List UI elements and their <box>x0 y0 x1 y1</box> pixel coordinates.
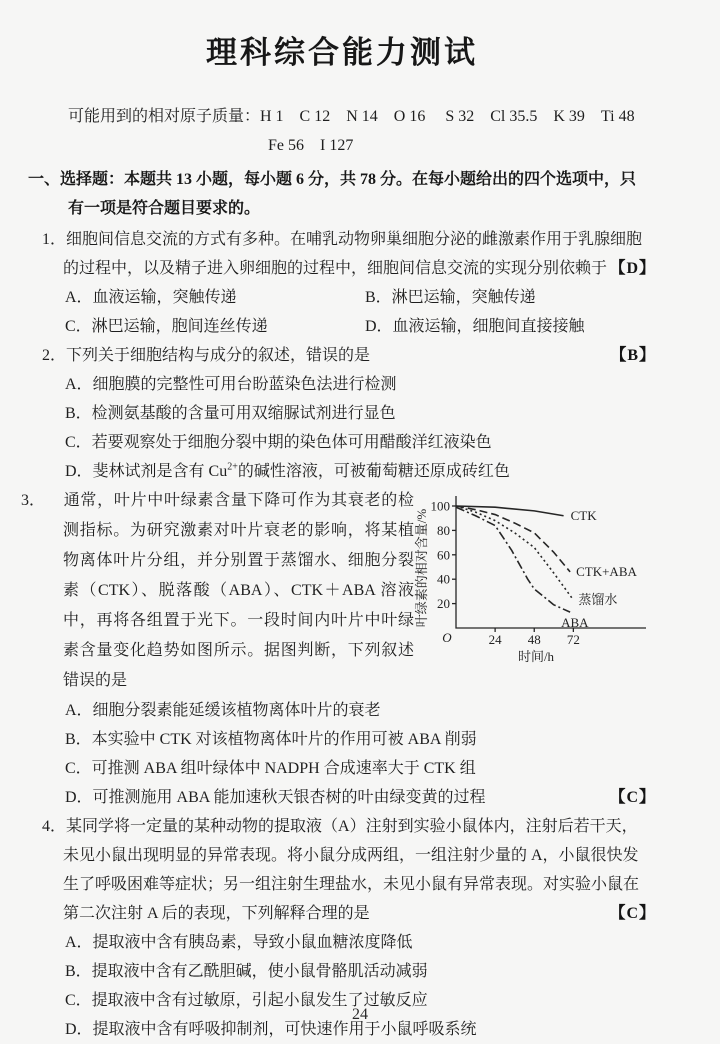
q1-stem-line1: 1．细胞间信息交流的方式有多种。在哺乳动物卵巢细胞分泌的雌激素作用于乳腺细胞 <box>42 225 656 254</box>
q3-stem: 3． 通常，叶片中叶绿素含量下降可作为其衰老的检测指标。为研究激素对叶片衰老的影响，将某植物离体叶片分组，并分别置于蒸馏水、细胞分裂素（CTK）、脱落酸（ABA）、CTK＋ABA 溶液中，再将各组置于光下。一段时间内叶片中叶绿素含量变化趋势如图所示。据图判断，下列叙述错误的是 <box>28 486 414 696</box>
atomic-masses-line2: Fe 56 I 127 <box>268 137 354 154</box>
atomic-masses-block <box>28 102 656 160</box>
q1-stem-line2: 的过程中，以及精子进入卵细胞的过程中，细胞间信息交流的实现分别依赖于 【D】 <box>63 254 656 283</box>
question-2 <box>28 341 656 486</box>
svg-text:CTK+ABA: CTK+ABA <box>576 563 637 579</box>
q1-options <box>65 283 656 341</box>
svg-text:72: 72 <box>566 632 580 647</box>
chlorophyll-chart-svg <box>414 488 682 668</box>
page-title: 理科综合能力测试 <box>206 35 478 70</box>
q3-option-d: D．可推测施用 ABA 能加速秋天银杏树的叶由绿变黄的过程 <box>65 789 486 806</box>
q4-stem-line1: 4．某同学将一定量的某种动物的提取液（A）注射到实验小鼠体内，注射后若干天， <box>42 812 656 841</box>
q4-answer-marker: 【C】 <box>609 905 656 922</box>
q2-option-a: A．细胞膜的完整性可用台盼蓝染色法进行检测 <box>65 376 397 393</box>
atomic-masses-line1: 可能用到的相对原子质量：H 1 C 12 N 14 O 16 S 32 Cl 35.5 K 39 Ti 48 <box>68 108 635 125</box>
q2-option-c: C．若要观察处于细胞分裂中期的染色体可用醋酸洋红液染色 <box>65 434 492 451</box>
q4-option-a: A．提取液中含有胰岛素，导致小鼠血糖浓度降低 <box>65 934 413 951</box>
q3-option-c: C．可推测 ABA 组叶绿体中 NADPH 合成速率大于 CTK 组 <box>65 760 476 777</box>
svg-text:24: 24 <box>488 632 502 647</box>
svg-text:ABA: ABA <box>561 615 589 631</box>
chlorophyll-chart <box>414 488 682 668</box>
question-1 <box>28 225 656 341</box>
q3-option-b: B．本实验中 CTK 对该植物离体叶片的作用可被 ABA 削弱 <box>65 731 477 748</box>
q1-option-a: A．血液运输，突触传递 <box>65 289 237 306</box>
svg-text:100: 100 <box>430 498 450 514</box>
section-header-line1: 一、选择题：本题共 13 小题，每小题 6 分，共 78 分。在每小题给出的四个选项中，只 <box>28 171 637 188</box>
q4-stem-line2: 未见小鼠出现明显的异常表现。将小鼠分成两组，一组注射少量的 A，小鼠很快发 <box>63 847 639 864</box>
question-3 <box>21 486 656 812</box>
q1-answer-marker: 【D】 <box>609 260 656 277</box>
q1-option-b: B．淋巴运输，突触传递 <box>365 289 536 306</box>
q4-stem-line3: 生了呼吸困难等症状；另一组注射生理盐水，未见小鼠有异常表现。对实验小鼠在 <box>63 876 640 893</box>
q1-option-d: D．血液运输，细胞间直接接触 <box>365 318 585 335</box>
section-header-line2: 有一项是符合题目要求的。 <box>68 200 261 217</box>
q1-option-c: C．淋巴运输，胞间连丝传递 <box>65 318 268 335</box>
svg-text:时间/h: 时间/h <box>517 649 555 664</box>
q2-number: 2． <box>42 347 67 364</box>
q4-number: 4． <box>42 818 67 835</box>
svg-text:48: 48 <box>527 632 541 647</box>
q4-option-b: B．提取液中含有乙酰胆碱，使小鼠骨骼肌活动减弱 <box>65 963 428 980</box>
q4-option-d: D．提取液中含有呼吸抑制剂，可快速作用于小鼠呼吸系统 <box>65 1021 477 1038</box>
svg-text:CTK: CTK <box>570 507 597 523</box>
svg-text:60: 60 <box>437 547 450 563</box>
q3-answer-marker: 【C】 <box>609 789 656 806</box>
svg-text:叶绿素的相对含量/%: 叶绿素的相对含量/% <box>414 508 429 628</box>
q1-number: 1． <box>42 231 67 248</box>
svg-text:蒸馏水: 蒸馏水 <box>578 591 618 607</box>
svg-text:40: 40 <box>437 571 450 587</box>
q3-number: 3． <box>21 492 46 509</box>
q4-option-c: C．提取液中含有过敏原，引起小鼠发生了过敏反应 <box>65 992 428 1009</box>
page-number: 24 <box>352 1006 368 1023</box>
svg-text:80: 80 <box>437 522 450 538</box>
q3-option-d-row <box>65 783 656 812</box>
svg-text:O: O <box>442 630 452 645</box>
svg-text:20: 20 <box>437 596 450 612</box>
q4-stem-line4: 第二次注射 A 后的表现，下列解释合理的是 【C】 <box>63 899 656 928</box>
q2-answer-marker: 【B】 <box>610 347 656 364</box>
q3-option-a: A．细胞分裂素能延缓该植物离体叶片的衰老 <box>65 702 381 719</box>
q2-stem: 2．下列关于细胞结构与成分的叙述，错误的是 【B】 <box>42 341 656 370</box>
q2-option-b: B．检测氨基酸的含量可用双缩脲试剂进行显色 <box>65 405 396 422</box>
section-header <box>28 165 656 223</box>
q2-option-d: D．斐林试剂是含有 $Cu^{2+}$的碱性溶液，可被葡萄糖还原成砖红色 <box>65 461 510 480</box>
q2-cu-superscript: 2+ <box>227 461 238 473</box>
